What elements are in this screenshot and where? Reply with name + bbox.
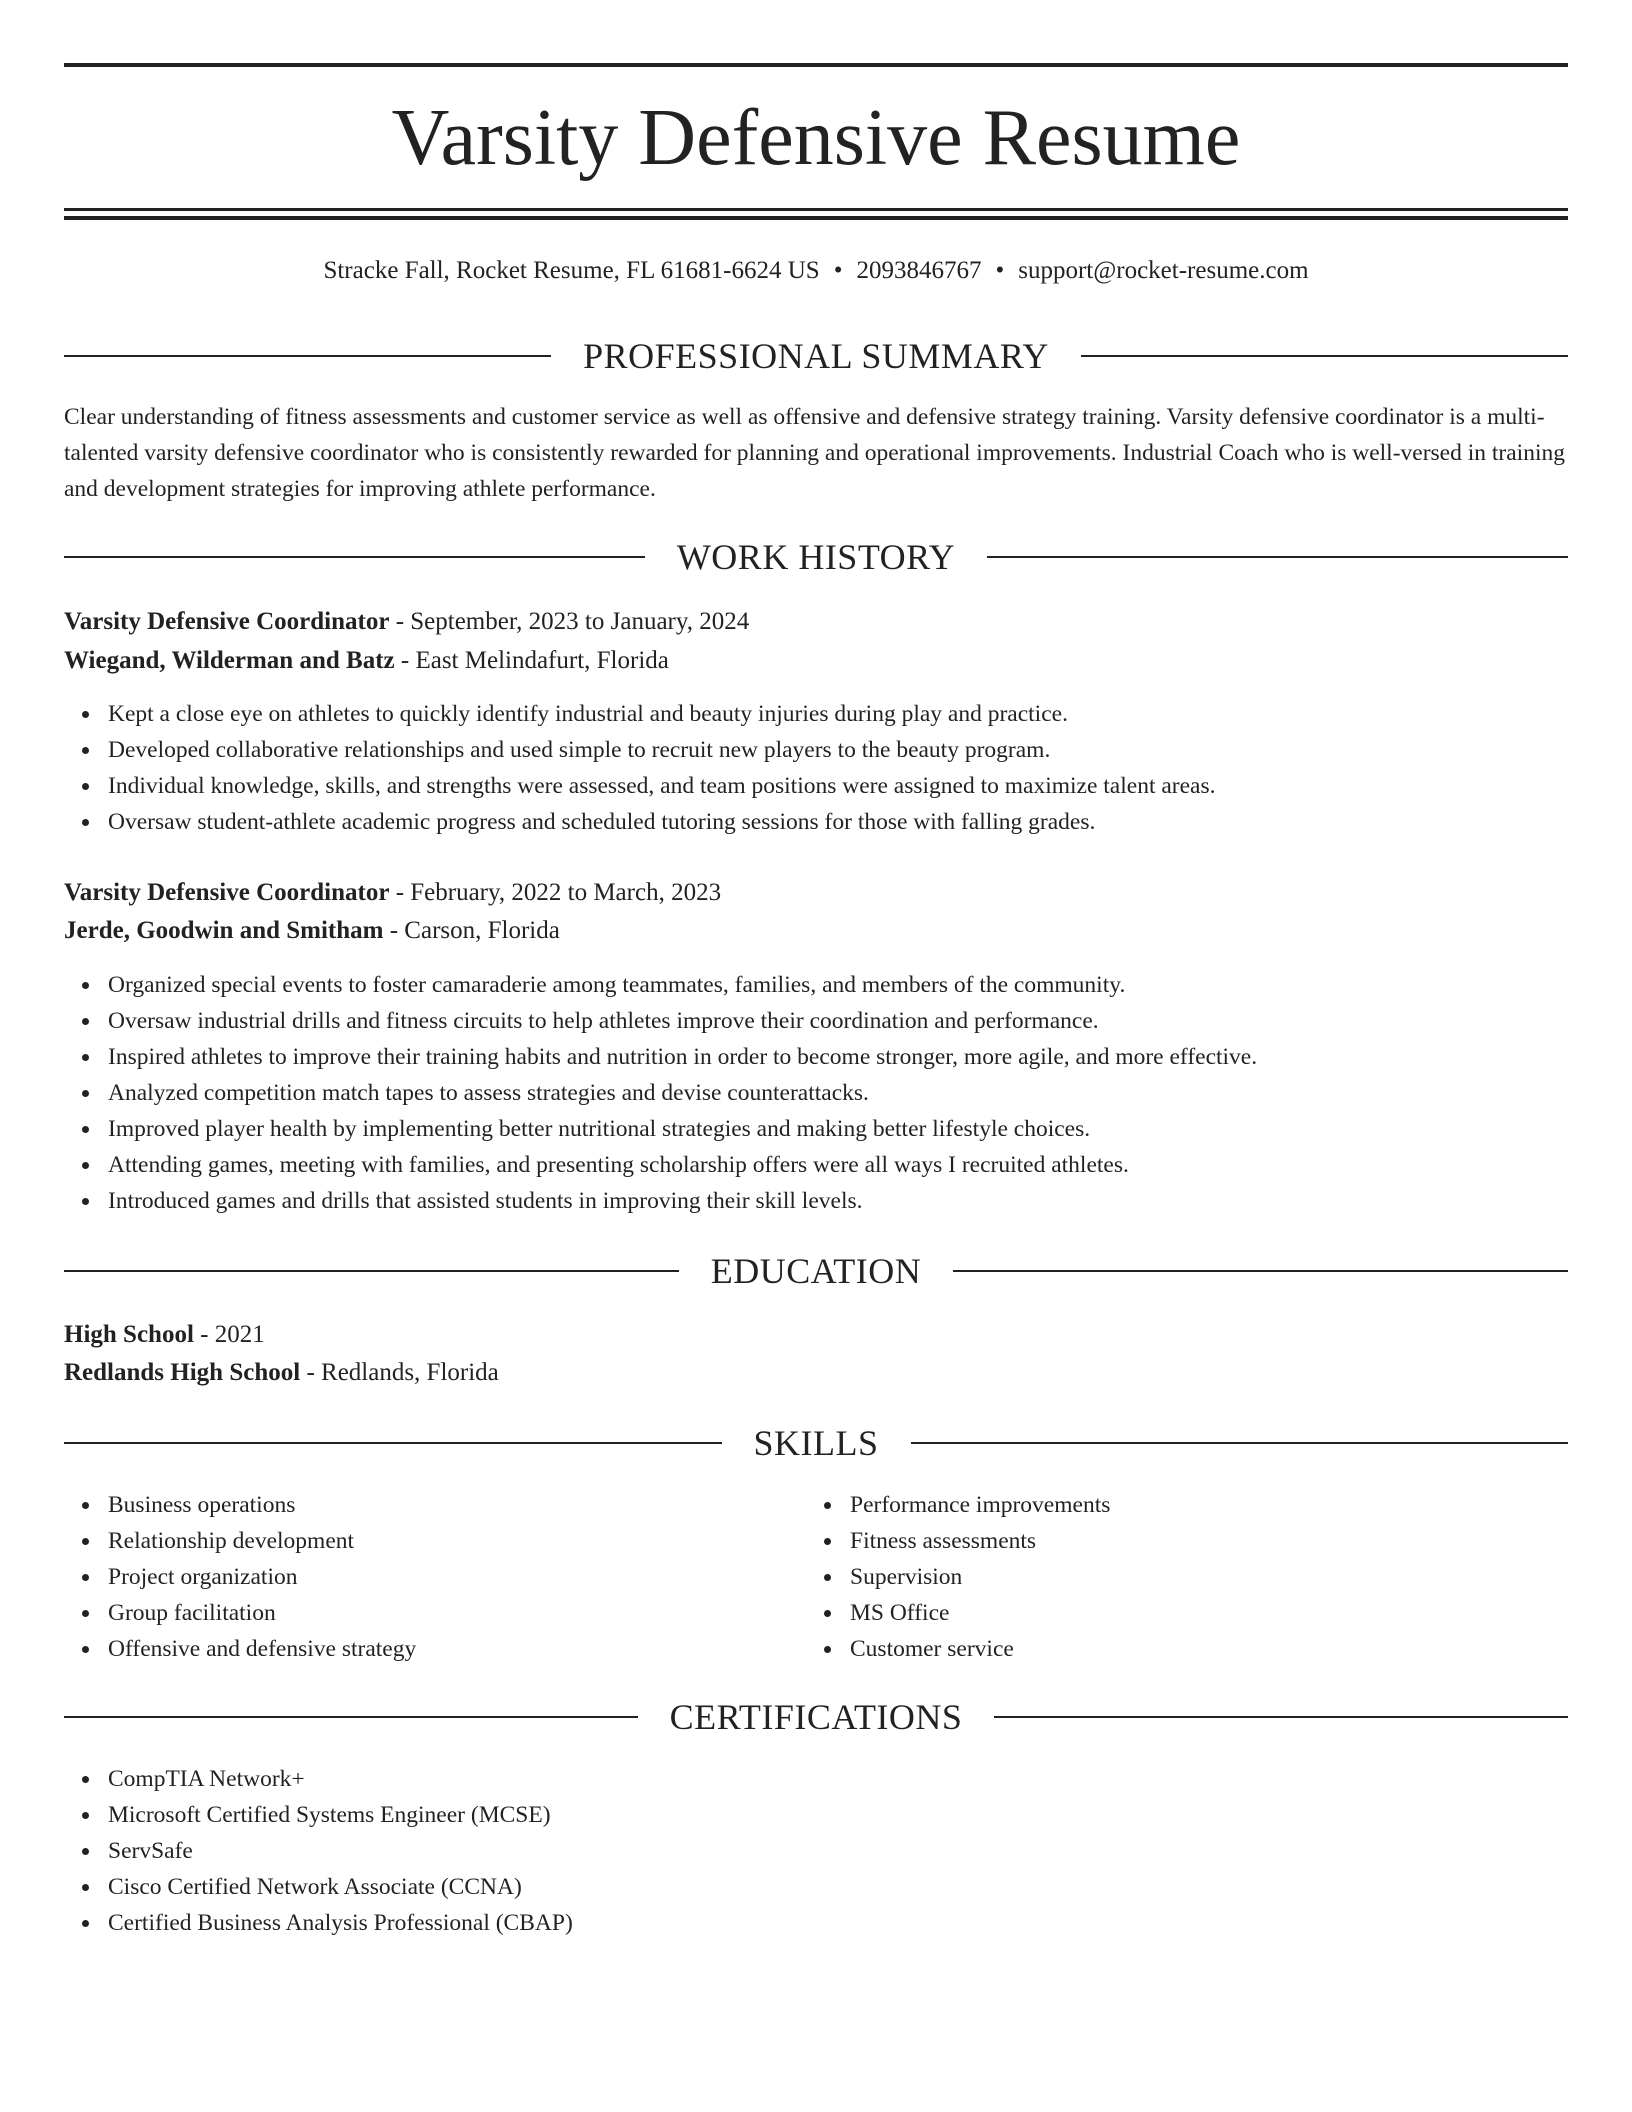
section-rule-left	[64, 1716, 638, 1718]
job-company: Wiegand, Wilderman and Batz	[64, 647, 395, 674]
skills-list-right	[806, 1487, 1110, 1667]
skill-item: Supervision	[850, 1559, 1110, 1595]
certification-item: Certified Business Analysis Professional (CBAP)	[108, 1905, 573, 1941]
job-bullet: Attending games, meeting with families, and presenting scholarship offers were all ways I recruited athletes.	[108, 1147, 1257, 1183]
summary-section-header	[64, 334, 1568, 378]
education-school: Redlands High School	[64, 1359, 301, 1386]
section-rule-right	[953, 1270, 1568, 1272]
education-heading: EDUCATION	[710, 1251, 922, 1291]
job-dates: - September, 2023 to January, 2024	[389, 608, 750, 635]
job-company: Jerde, Goodwin and Smitham	[64, 917, 384, 944]
contact-address: Stracke Fall, Rocket Resume, FL 61681-6624 US	[323, 257, 820, 284]
job-company-line	[64, 643, 1568, 679]
certification-item: Microsoft Certified Systems Engineer (MCSE)	[108, 1797, 573, 1833]
job-bullet: Oversaw student-athlete academic progress and scheduled tutoring sessions for those with falling grades.	[108, 804, 1215, 840]
contact-line	[64, 253, 1568, 289]
skill-item: Relationship development	[108, 1523, 416, 1559]
education-location: - Redlands, Florida	[300, 1359, 499, 1386]
job-bullet: Organized special events to foster camaraderie among teammates, families, and members of the community.	[108, 967, 1257, 1003]
job-bullet: Oversaw industrial drills and fitness circuits to help athletes improve their coordination and performance.	[108, 1003, 1257, 1039]
skill-item: Fitness assessments	[850, 1523, 1110, 1559]
certifications-section-header	[64, 1695, 1568, 1739]
job-bullet: Inspired athletes to improve their training habits and nutrition in order to become stronger, more agile, and more effective.	[108, 1039, 1257, 1075]
contact-separator: •	[833, 257, 843, 284]
work-section-header	[64, 535, 1568, 579]
contact-phone: 2093846767	[856, 257, 982, 284]
certification-item: CompTIA Network+	[108, 1761, 573, 1797]
certification-item: Cisco Certified Network Associate (CCNA)	[108, 1869, 573, 1905]
job-title: Varsity Defensive Coordinator	[64, 879, 390, 906]
job-bullet: Introduced games and drills that assisted students in improving their skill levels.	[108, 1183, 1257, 1219]
skill-item: Group facilitation	[108, 1595, 416, 1631]
section-rule-right	[1081, 355, 1568, 357]
skill-item: Business operations	[108, 1487, 416, 1523]
education-year: - 2021	[193, 1321, 265, 1348]
contact-email: support@rocket-resume.com	[1018, 257, 1309, 284]
section-rule-left	[64, 1270, 679, 1272]
section-rule-left	[64, 355, 551, 357]
summary-heading: PROFESSIONAL SUMMARY	[583, 336, 1049, 376]
section-rule-right	[987, 556, 1568, 558]
section-rule-left	[64, 556, 645, 558]
section-rule-right	[911, 1442, 1569, 1444]
header-top-rule	[64, 63, 1568, 67]
skill-item: Project organization	[108, 1559, 416, 1595]
education-degree: High School	[64, 1321, 194, 1348]
skill-item: Customer service	[850, 1631, 1110, 1667]
job-title-line	[64, 875, 1568, 911]
resume-title: Varsity Defensive Resume	[391, 94, 1241, 182]
certification-item: ServSafe	[108, 1833, 573, 1869]
section-rule-right	[994, 1716, 1568, 1718]
job-bullet: Analyzed competition match tapes to assess strategies and devise counterattacks.	[108, 1075, 1257, 1111]
skills-list-left	[64, 1487, 416, 1667]
job-bullet: Individual knowledge, skills, and strengths were assessed, and team positions were assigned to maximize talent areas.	[108, 768, 1215, 804]
summary-text: Clear understanding of fitness assessments and customer service as well as offensive and defensive strategy training. Varsity defensive coordinator is a multi-talented varsity defensive coordinator who is consistently rewarded for planning and operational improvements. Industrial Coach who is well-versed in training and development strategies for improving athlete performance.	[64, 404, 1565, 502]
education-section-header	[64, 1249, 1568, 1293]
header-double-rule-upper	[64, 208, 1568, 211]
header-double-rule-lower	[64, 216, 1568, 220]
education-degree-line	[64, 1317, 1568, 1353]
job-company-line	[64, 913, 1568, 949]
job-location: - Carson, Florida	[383, 917, 560, 944]
job-bullet: Kept a close eye on athletes to quickly identify industrial and beauty injuries during play and practice.	[108, 696, 1215, 732]
education-school-line	[64, 1355, 1568, 1391]
job-bullet-list	[64, 696, 1215, 840]
job-dates: - February, 2022 to March, 2023	[389, 879, 722, 906]
skills-heading: SKILLS	[753, 1423, 879, 1463]
skill-item: Performance improvements	[850, 1487, 1110, 1523]
section-rule-left	[64, 1442, 722, 1444]
job-title: Varsity Defensive Coordinator	[64, 608, 390, 635]
job-title-line	[64, 604, 1568, 640]
job-bullet-list	[64, 967, 1257, 1219]
job-location: - East Melindafurt, Florida	[394, 647, 669, 674]
certifications-list	[64, 1761, 573, 1941]
skill-item: Offensive and defensive strategy	[108, 1631, 416, 1667]
job-bullet: Improved player health by implementing better nutritional strategies and making better lifestyle choices.	[108, 1111, 1257, 1147]
skills-section-header	[64, 1421, 1568, 1465]
job-bullet: Developed collaborative relationships and used simple to recruit new players to the beauty program.	[108, 732, 1215, 768]
certifications-heading: CERTIFICATIONS	[669, 1697, 963, 1737]
work-heading: WORK HISTORY	[676, 537, 956, 577]
contact-separator: •	[995, 257, 1005, 284]
skill-item: MS Office	[850, 1595, 1110, 1631]
